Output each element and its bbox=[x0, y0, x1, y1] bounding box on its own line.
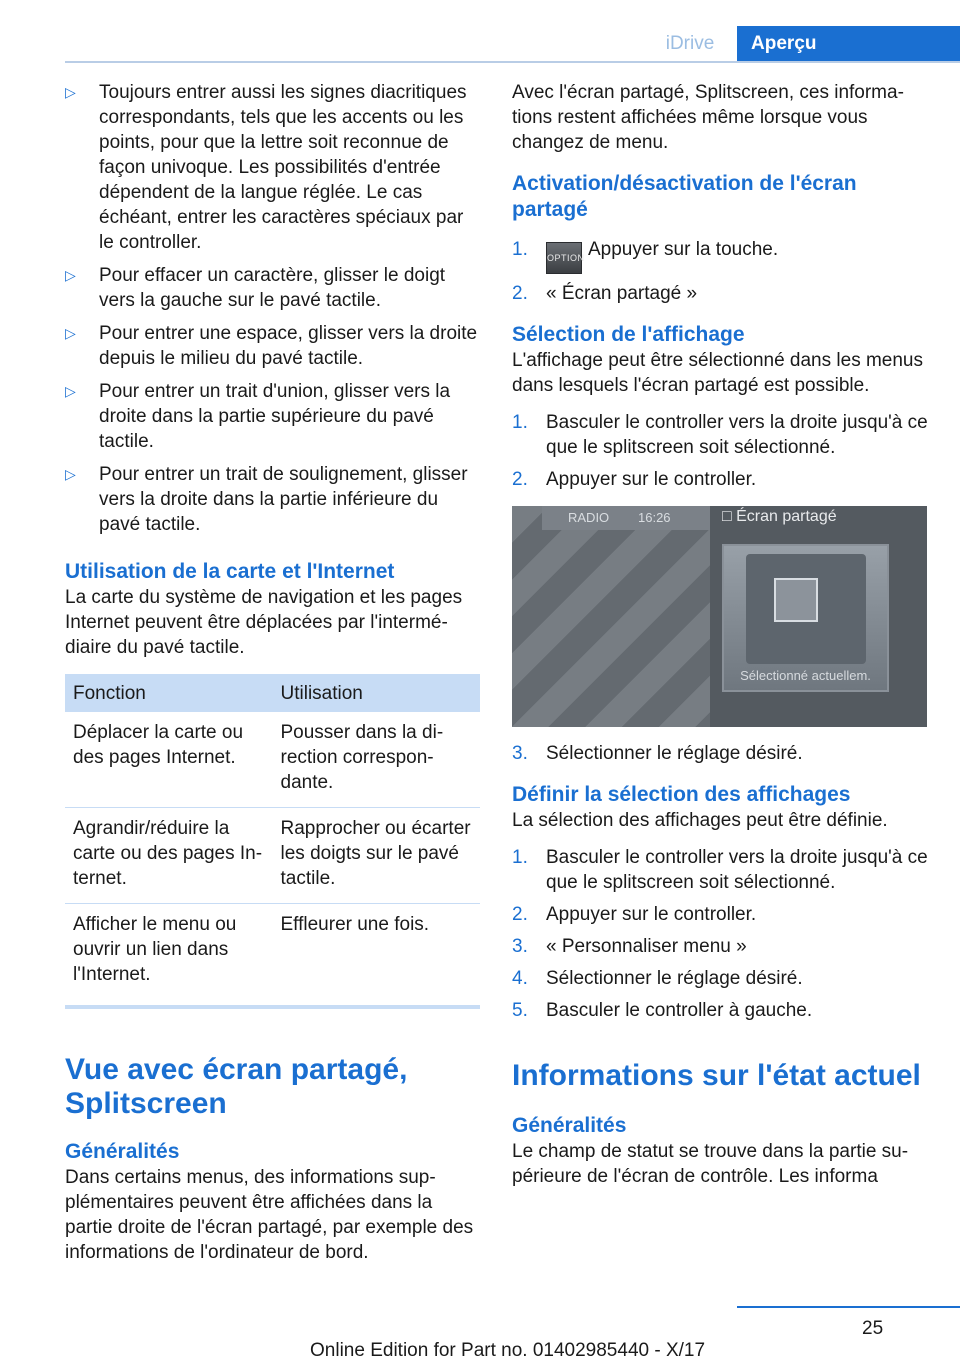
activation-steps bbox=[512, 237, 930, 306]
split-title: □ Écran partagé bbox=[722, 508, 837, 525]
list-item: ▷ Toujours entrer aussi les signes diacritiques correspondants, tels que les accents ou les points, pour que la lettre soit reconnue de façon univoque. Les possibilités d'entrée dépendent de la langue réglée. Le cas échéant, entrer les caractères spéciaux par le controller. bbox=[65, 82, 467, 253]
page-number: 25 bbox=[862, 1318, 884, 1339]
table-row bbox=[65, 808, 480, 904]
option-button-icon: OPTION bbox=[546, 242, 582, 274]
table-row bbox=[65, 712, 480, 808]
triangle-bullet-icon: ▷ bbox=[65, 325, 76, 341]
edition-note: Online Edition for Part no. 01402985440 - X/17 bbox=[310, 1340, 706, 1361]
status-general-heading: Généralités bbox=[512, 1114, 627, 1137]
table-cell: Déplacer la carte ou des pages Internet. bbox=[65, 712, 273, 808]
list-item: 5. Basculer le controller à gauche. bbox=[512, 1000, 813, 1021]
status-text: Le champ de statut se trouve dans la partie supérieure de l'écran de contrôle. Les informa bbox=[512, 1141, 909, 1187]
selection-steps bbox=[512, 410, 930, 492]
list-item: ▷ Pour entrer un trait de soulignement, glisser vers la droite dans la partie inférieure du pavé tactile. bbox=[65, 464, 468, 535]
splitscreen-screenshot bbox=[512, 506, 927, 727]
split-panel bbox=[710, 506, 927, 727]
table-cell: Afficher le menu ou ouvrir un lien dans l'Internet. bbox=[65, 904, 273, 1008]
list-item: 2. Appuyer sur le controller. bbox=[512, 469, 757, 490]
split-heading: Vue avec écran partagé, Splitscreen bbox=[65, 1053, 408, 1120]
map-text: La carte du système de navigation et les pages Internet peuvent être déplacées par l'intermédiaire du pavé tactile. bbox=[65, 587, 463, 658]
list-item: 1. OPTION Appuyer sur la touche. bbox=[512, 237, 930, 274]
define-text: La sélection des affichages peut être définie. bbox=[512, 810, 888, 831]
status-bar: RADIO 16:26 bbox=[542, 506, 710, 530]
preview-caption: Sélectionné actuellem. bbox=[740, 668, 871, 683]
right-column bbox=[512, 80, 930, 1189]
header-divider bbox=[65, 61, 960, 63]
list-item: 2. « Écran partagé » bbox=[512, 283, 698, 304]
table-cell: Effleurer une fois. bbox=[273, 904, 481, 1008]
left-column bbox=[65, 80, 480, 1265]
triangle-bullet-icon: ▷ bbox=[65, 267, 76, 283]
intro-text: Avec l'écran partagé, Splitscreen, ces informations restent affichées même lorsque vous changez de menu. bbox=[512, 82, 904, 153]
list-item: 1. Basculer le controller vers la droite jusqu'à ce que le splitscreen soit sélectionné. bbox=[512, 847, 928, 893]
triangle-bullet-icon: ▷ bbox=[65, 466, 76, 482]
list-item: ▷ Pour effacer un caractère, glisser le doigt vers la gauche sur le pavé tactile. bbox=[65, 265, 446, 311]
table-cell: Agrandir/réduire la carte ou des pages Internet. bbox=[65, 808, 273, 904]
table-row bbox=[65, 904, 480, 1008]
map-background bbox=[512, 506, 710, 727]
table-cell: Rapprocher ou écarter les doigts sur le pavé tactile. bbox=[273, 808, 481, 904]
list-item: ▷ Pour entrer une espace, glisser vers la droite depuis le milieu du pavé tactile. bbox=[65, 323, 478, 369]
selection-text: L'affichage peut être sélectionné dans les menus dans lesquels l'écran partagé est possible. bbox=[512, 350, 923, 396]
define-steps bbox=[512, 845, 930, 1023]
list-item: 2. Appuyer sur le controller. bbox=[512, 904, 757, 925]
triangle-bullet-icon: ▷ bbox=[65, 383, 76, 399]
list-item: 1. Basculer le controller vers la droite jusqu'à ce que le splitscreen soit sélectionné. bbox=[512, 412, 928, 458]
selection-steps-continued bbox=[512, 741, 930, 766]
footer-divider bbox=[737, 1306, 960, 1308]
list-item: 3. Sélectionner le réglage désiré. bbox=[512, 743, 803, 764]
touchpad-bullets bbox=[65, 80, 480, 537]
table-header: Utilisation bbox=[273, 674, 481, 712]
preview-panel bbox=[722, 544, 889, 692]
define-heading: Définir la sélection des affichages bbox=[512, 783, 851, 806]
status-heading: Informations sur l'état actuel bbox=[512, 1059, 921, 1092]
table-header: Fonction bbox=[65, 674, 273, 712]
activation-heading: Activation/désactivation de l'écran partagé bbox=[512, 172, 857, 221]
selection-heading: Sélection de l'affichage bbox=[512, 323, 745, 346]
header-chapter: Aperçu bbox=[737, 26, 960, 62]
list-item: 4. Sélectionner le réglage désiré. bbox=[512, 968, 803, 989]
list-item: ▷ Pour entrer un trait d'union, glisser vers la droite dans la partie supérieure du pavé tactile. bbox=[65, 381, 451, 452]
general-heading: Généralités bbox=[65, 1140, 180, 1163]
list-item: 3. « Personnaliser menu » bbox=[512, 936, 747, 957]
triangle-bullet-icon: ▷ bbox=[65, 84, 76, 100]
table-cell: Pousser dans la direction correspondante. bbox=[273, 712, 481, 808]
road-sign-icon bbox=[774, 578, 818, 622]
map-heading: Utilisation de la carte et l'Internet bbox=[65, 560, 395, 583]
general-text: Dans certains menus, des informations supplémentaires peuvent être affichées dans la partie droite de l'écran partagé, par exemple des informations de l'ordinateur de bord. bbox=[65, 1167, 474, 1263]
header-section: iDrive bbox=[665, 33, 715, 54]
function-table bbox=[65, 674, 480, 1009]
